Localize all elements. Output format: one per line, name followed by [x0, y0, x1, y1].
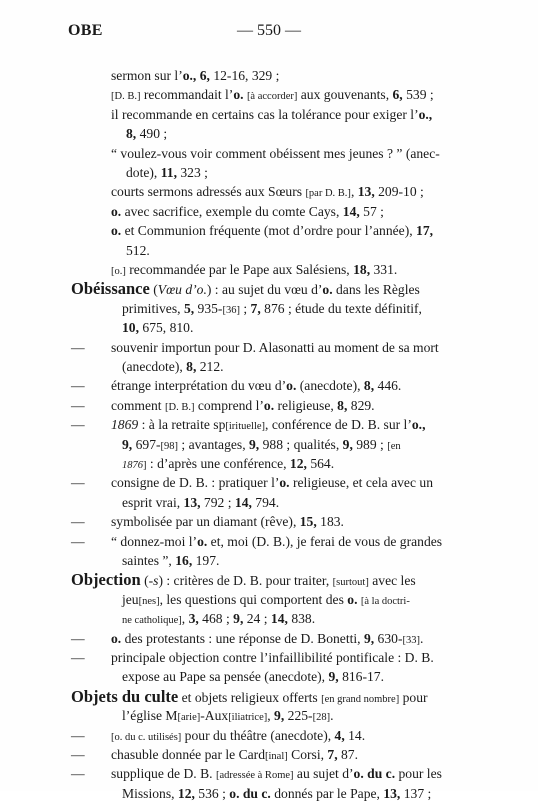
text-run: primitives,: [122, 300, 184, 316]
text-run: 10,: [122, 320, 139, 336]
text-run: 12-16, 329 ;: [209, 68, 280, 83]
text-run: dans les Règles: [332, 282, 420, 298]
text-run: : d’après une conférence,: [146, 456, 290, 471]
text-run: o.: [233, 87, 244, 103]
text-run: [en: [387, 440, 401, 452]
text-run: consigne de D. B. : pratiquer l’: [111, 475, 280, 491]
text-run: o.: [111, 630, 122, 646]
entry-line: [0, 532, 538, 552]
text-run: ,: [267, 708, 275, 724]
text-run: 15,: [299, 514, 317, 530]
text-run: 209-10 ;: [374, 184, 424, 200]
entry-line: [0, 648, 538, 668]
text-run: 14,: [234, 494, 252, 510]
text-run: (anecdote),: [296, 378, 364, 394]
em-dash-marker: —: [71, 630, 85, 646]
text-run: 331.: [370, 262, 398, 277]
text-run: [nes]: [138, 595, 160, 607]
entry-line: [0, 667, 538, 687]
text-run: [en grand nombre]: [321, 693, 400, 705]
text-run: ,: [350, 184, 358, 200]
text-run: 16,: [175, 553, 193, 568]
text-run: 1869: [111, 417, 139, 433]
text-run: aux gouvenants,: [297, 87, 393, 103]
text-run: 9,: [328, 669, 339, 685]
text-run: -s: [148, 573, 159, 589]
em-dash-marker: —: [71, 475, 85, 491]
text-run: ) : au sujet du vœu d’: [206, 282, 323, 298]
text-run: [33]: [402, 634, 420, 646]
page-number: — 550 —: [237, 22, 301, 39]
entry-line: [0, 784, 538, 804]
text-run: [D. B.]: [111, 91, 141, 103]
text-run: o.: [263, 397, 275, 413]
text-run: , conférence de D. B. sur l’: [265, 417, 412, 433]
text-run: 8,: [337, 397, 348, 413]
text-run: 197.: [192, 553, 220, 568]
em-dash-marker: —: [71, 378, 85, 394]
entry-line: [0, 493, 538, 513]
text-run: l’église M: [122, 708, 178, 724]
text-run: o.: [111, 203, 122, 219]
em-dash-marker: —: [71, 533, 85, 549]
text-run: religieuse,: [274, 397, 338, 413]
text-run: 794.: [251, 494, 280, 510]
entry-line: [0, 144, 538, 164]
text-run: 17,: [416, 223, 434, 239]
text-run: 792 ;: [200, 494, 235, 510]
text-run: symbolisée par un diamant (rêve),: [111, 514, 300, 530]
text-run: , les questions qui comportent des: [159, 591, 348, 607]
text-run: 989 ;: [352, 436, 388, 452]
text-run: [par D. B.]: [305, 188, 351, 200]
entry-line: [0, 66, 538, 86]
text-run: 14,: [342, 203, 360, 219]
text-run: 12,: [289, 456, 307, 471]
text-run: 675, 810.: [139, 320, 194, 336]
text-run: et Communion fréquente (mot d’ordre pour l’année),: [121, 223, 417, 239]
text-run: ; avantages,: [178, 436, 249, 452]
text-run: 57 ;: [359, 203, 384, 219]
text-run: [D. B.]: [164, 401, 195, 413]
entry-line: [0, 105, 538, 125]
text-run: Missions,: [122, 785, 178, 801]
text-run: [o.]: [111, 266, 126, 277]
text-run: (: [149, 282, 158, 298]
entry-line: [0, 376, 538, 396]
text-run: 18,: [353, 262, 371, 277]
text-run: 212.: [196, 359, 224, 374]
text-run: 8,: [186, 359, 197, 374]
em-dash-marker: —: [71, 514, 85, 530]
entry-line: [0, 338, 538, 358]
text-run: 7,: [327, 747, 338, 762]
entry-headword-line: [0, 279, 538, 300]
text-run: étrange interprétation du vœu d’: [111, 378, 287, 394]
text-run: [adressée à Rome]: [215, 770, 294, 782]
text-run: pour les: [395, 766, 442, 782]
text-run: pour du théâtre (anecdote),: [181, 727, 335, 743]
text-run: ;: [239, 300, 251, 316]
text-run: [arie]: [177, 712, 201, 724]
text-run: 838.: [287, 611, 316, 627]
text-run: [inal]: [265, 751, 288, 762]
text-run: o.: [347, 591, 358, 607]
text-run: 183.: [316, 514, 344, 530]
em-dash-marker: —: [71, 766, 85, 782]
text-run: 11,: [160, 165, 177, 180]
text-run: supplique de D. B.: [111, 766, 216, 782]
headword: Objection: [71, 570, 141, 590]
text-run: et, moi (D. B.), je ferai de vous de grandes: [207, 533, 443, 549]
text-run: [iliatrice]: [228, 712, 268, 724]
text-run: 935-: [194, 300, 223, 316]
text-run: [28]: [312, 712, 331, 724]
text-run: comprend l’: [194, 397, 264, 413]
entry-line: [0, 512, 538, 532]
text-run: o.,: [411, 417, 426, 433]
text-run: o.: [111, 223, 122, 239]
text-run: Corsi,: [287, 747, 328, 762]
text-run: ne catholique]: [122, 615, 182, 627]
text-run: (: [140, 573, 149, 589]
text-run: 14,: [270, 611, 288, 627]
text-run: 8,: [126, 126, 137, 142]
text-run: o.: [197, 533, 208, 549]
text-run: 4,: [334, 727, 345, 743]
text-run: 1876: [122, 460, 143, 471]
text-run: 9,: [233, 611, 244, 627]
text-run: 9,: [274, 708, 285, 724]
text-run: 9,: [342, 436, 353, 452]
text-run: souvenir importun pour D. Alasonatti au moment de sa mort: [111, 339, 439, 355]
em-dash-marker: —: [71, 747, 85, 762]
text-run: ]: [143, 460, 147, 471]
text-run: 6,: [392, 87, 403, 103]
entry-line: [0, 318, 538, 338]
em-dash-marker: —: [71, 650, 85, 665]
text-run: [98]: [160, 440, 179, 452]
text-run: et objets religieux offerts: [178, 689, 322, 705]
text-run: o.: [286, 378, 297, 394]
entry-line: [0, 163, 538, 183]
text-run: 8,: [363, 378, 375, 394]
text-run: o.,: [418, 106, 433, 122]
text-run: [surtout]: [332, 577, 369, 589]
text-run: [à la doctri-: [360, 595, 410, 607]
entry-line: [0, 202, 538, 222]
text-run: comment: [111, 397, 165, 413]
text-run: .: [419, 630, 424, 646]
entry-line: [0, 551, 538, 571]
text-run: principale objection contre l’infaillibilité pontificale : D. B.: [111, 650, 434, 665]
text-run: 12,: [177, 785, 195, 801]
text-run: [à accorder]: [246, 91, 298, 103]
text-run: o.: [322, 282, 333, 298]
text-run: “ voulez-vous voir comment obéissent mes jeunes ? ” (anec-: [111, 145, 440, 161]
text-run: “ donnez-moi l’: [111, 533, 198, 549]
running-head-entry: OBE: [68, 22, 103, 39]
text-run: 829.: [347, 397, 375, 413]
text-run: 13,: [383, 785, 401, 801]
text-run: 87.: [337, 747, 358, 762]
em-dash-marker: —: [71, 339, 85, 355]
text-run: o. du c.: [353, 766, 396, 782]
text-run: saintes ”,: [122, 553, 176, 568]
text-run: sermon sur l’: [111, 68, 183, 83]
text-run: 564.: [306, 456, 335, 471]
text-run: [irituelle]: [225, 421, 266, 433]
text-run: 697-: [132, 436, 161, 452]
text-run: chasuble donnée par le Card: [111, 747, 265, 762]
text-run: 988 ; qualités,: [259, 436, 343, 452]
entry-line: [0, 473, 538, 493]
text-run: 512.: [126, 242, 150, 258]
text-run: 5,: [183, 300, 195, 316]
text-run: au sujet d’: [293, 766, 354, 782]
text-run: ,: [181, 611, 189, 627]
em-dash-marker: —: [71, 727, 85, 743]
text-run: 225-: [284, 708, 313, 724]
text-run: 9,: [249, 436, 260, 452]
text-run: 446.: [374, 378, 402, 394]
text-run: [36]: [222, 304, 240, 316]
text-run: 490 ;: [136, 126, 168, 142]
text-run: 539 ;: [402, 87, 434, 103]
headword: Objets du culte: [71, 686, 179, 706]
text-run: : à la retraite sp: [138, 417, 226, 433]
text-run: 24 ;: [243, 611, 271, 627]
text-run: [o. du c. utilisés]: [111, 731, 182, 743]
text-run: expose au Pape sa pensée (anecdote),: [122, 669, 329, 685]
text-run: des protestants : une réponse de D. Bonetti,: [121, 630, 364, 646]
text-run: 9,: [122, 436, 133, 452]
text-run: o. du c.: [229, 785, 271, 801]
text-run: 9,: [363, 630, 375, 646]
text-run: o.: [279, 475, 290, 491]
text-run: ) : critères de D. B. pour traiter,: [158, 573, 333, 589]
text-run: 876 ; étude du texte définitif,: [260, 300, 422, 316]
entry-line: [0, 221, 538, 241]
entry-line: [0, 357, 538, 377]
text-run: esprit vrai,: [122, 494, 184, 510]
text-run: 7,: [250, 300, 261, 316]
text-run: Vœu d’o.: [157, 282, 207, 298]
text-run: 137 ;: [400, 785, 432, 801]
em-dash-marker: —: [71, 397, 85, 413]
text-run: il recommande en certains cas la tolérance pour exiger l’: [111, 106, 419, 122]
text-run: jeu: [122, 591, 139, 607]
text-run: avec les: [368, 573, 416, 589]
text-run: o., 6,: [182, 68, 210, 83]
text-run: recommandait l’: [140, 87, 234, 103]
text-run: 323 ;: [176, 165, 208, 180]
text-run: 468 ;: [198, 611, 234, 627]
text-run: dote),: [126, 165, 161, 180]
text-run: 536 ;: [194, 785, 230, 801]
text-run: 14.: [344, 727, 366, 743]
text-run: religieuse, et cela avec un: [289, 475, 433, 491]
text-run: .: [330, 708, 334, 724]
text-run: pour: [399, 689, 428, 705]
text-run: 3,: [188, 611, 199, 627]
text-run: 816-17.: [338, 669, 384, 685]
entry-line: [0, 241, 538, 261]
entry-line: [0, 124, 538, 144]
text-run: 13,: [357, 184, 375, 200]
headword: Obéissance: [71, 279, 150, 299]
text-run: 630-: [374, 630, 403, 646]
text-run: recommandée par le Pape aux Salésiens,: [125, 262, 354, 277]
text-run: donnés par le Pape,: [270, 785, 384, 801]
text-run: courts sermons adressés aux Sœurs: [111, 184, 306, 200]
text-run: avec sacrifice, exemple du comte Cays,: [121, 203, 343, 219]
em-dash-marker: —: [71, 417, 85, 433]
text-run: 13,: [183, 494, 201, 510]
text-run: -Aux: [200, 708, 229, 724]
text-run: (anecdote),: [122, 359, 187, 374]
